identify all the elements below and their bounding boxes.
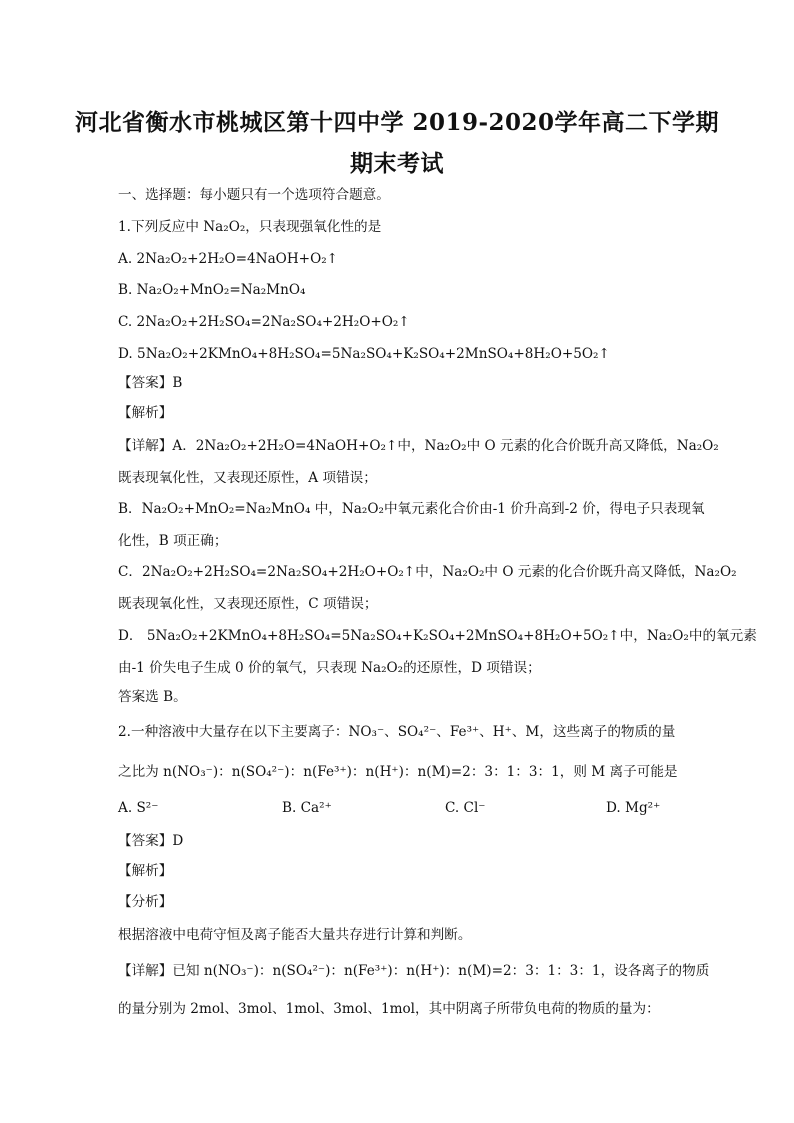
q2-option-a: A. S²⁻ — [118, 800, 159, 816]
section-heading: 一、选择题：每小题只有一个选项符合题意。 — [118, 187, 390, 203]
q1-detail-1: 【详解】A．2Na₂O₂+2H₂O=4NaOH+O₂↑中，Na₂O₂中 O 元素的化合价既升高又降低，Na₂O₂ — [118, 438, 719, 454]
q1-option-d: D. 5Na₂O₂+2KMnO₄+8H₂SO₄=5Na₂SO₄+K₂SO₄+2MnSO₄+8H₂O+5O₂↑ — [118, 346, 610, 362]
q1-stem: 1.下列反应中 Na₂O₂，只表现强氧化性的是 — [118, 219, 382, 235]
q2-stem-1: 2.一种溶液中大量存在以下主要离子：NO₃⁻、SO₄²⁻、Fe³⁺、H⁺、M，这些离子的物质的量 — [118, 724, 676, 740]
q2-option-c: C. Cl⁻ — [445, 800, 486, 816]
q2-answer: 【答案】D — [118, 833, 184, 849]
q1-option-b: B. Na₂O₂+MnO₂=Na₂MnO₄ — [118, 282, 306, 298]
q2-option-b: B. Ca²⁺ — [282, 800, 332, 816]
q2-analysis-text: 根据溶液中电荷守恒及离子能否大量共存进行计算和判断。 — [118, 927, 472, 943]
q1-answer: 【答案】B — [118, 375, 183, 391]
q1-detail-3: B．Na₂O₂+MnO₂=Na₂MnO₄ 中，Na₂O₂中氧元素化合价由-1 价升高到-2 价，得电子只表现氧 — [118, 501, 705, 517]
q1-analysis-label: 【解析】 — [118, 405, 173, 421]
title-line-2: 期末考试 — [350, 150, 444, 177]
q2-detail-1: 【详解】已知 n(NO₃⁻)：n(SO₄²⁻)：n(Fe³⁺)：n(H⁺)：n(M)=2：3：1：3：1，设各离子的物质 — [118, 963, 710, 979]
q2-detail-2: 的量分别为 2mol、3mol、1mol、3mol、1mol，其中阴离子所带负电荷的物质的量为： — [118, 1001, 660, 1017]
q2-analysis-label: 【解析】 — [118, 863, 173, 879]
q2-analysis-sub: 【分析】 — [118, 894, 173, 910]
title-line-1: 河北省衡水市桃城区第十四中学 2019-2020学年高二下学期 — [74, 109, 720, 136]
q1-option-c: C. 2Na₂O₂+2H₂SO₄=2Na₂SO₄+2H₂O+O₂↑ — [118, 314, 410, 330]
q1-detail-8: 由-1 价失电子生成 0 价的氧气，只表现 Na₂O₂的还原性，D 项错误； — [118, 660, 541, 676]
q1-detail-4: 化性，B 项正确； — [118, 533, 228, 549]
q2-option-d: D. Mg²⁺ — [606, 800, 661, 816]
q1-option-a: A. 2Na₂O₂+2H₂O=4NaOH+O₂↑ — [118, 251, 339, 267]
q1-detail-7: D． 5Na₂O₂+2KMnO₄+8H₂SO₄=5Na₂SO₄+K₂SO₄+2MnSO₄+8H₂O+5O₂↑中，Na₂O₂中的氧元素 — [118, 628, 757, 644]
q1-conclusion: 答案选 B。 — [118, 689, 187, 705]
q2-stem-2: 之比为 n(NO₃⁻)：n(SO₄²⁻)：n(Fe³⁺)：n(H⁺)：n(M)=2：3：1：3：1，则 M 离子可能是 — [118, 764, 678, 780]
q1-detail-5: C．2Na₂O₂+2H₂SO₄=2Na₂SO₄+2H₂O+O₂↑中，Na₂O₂中 O 元素的化合价既升高又降低，Na₂O₂ — [118, 564, 737, 580]
q1-detail-6: 既表现氧化性，又表现还原性，C 项错误； — [118, 596, 378, 612]
q1-detail-2: 既表现氧化性，又表现还原性，A 项错误； — [118, 470, 377, 486]
